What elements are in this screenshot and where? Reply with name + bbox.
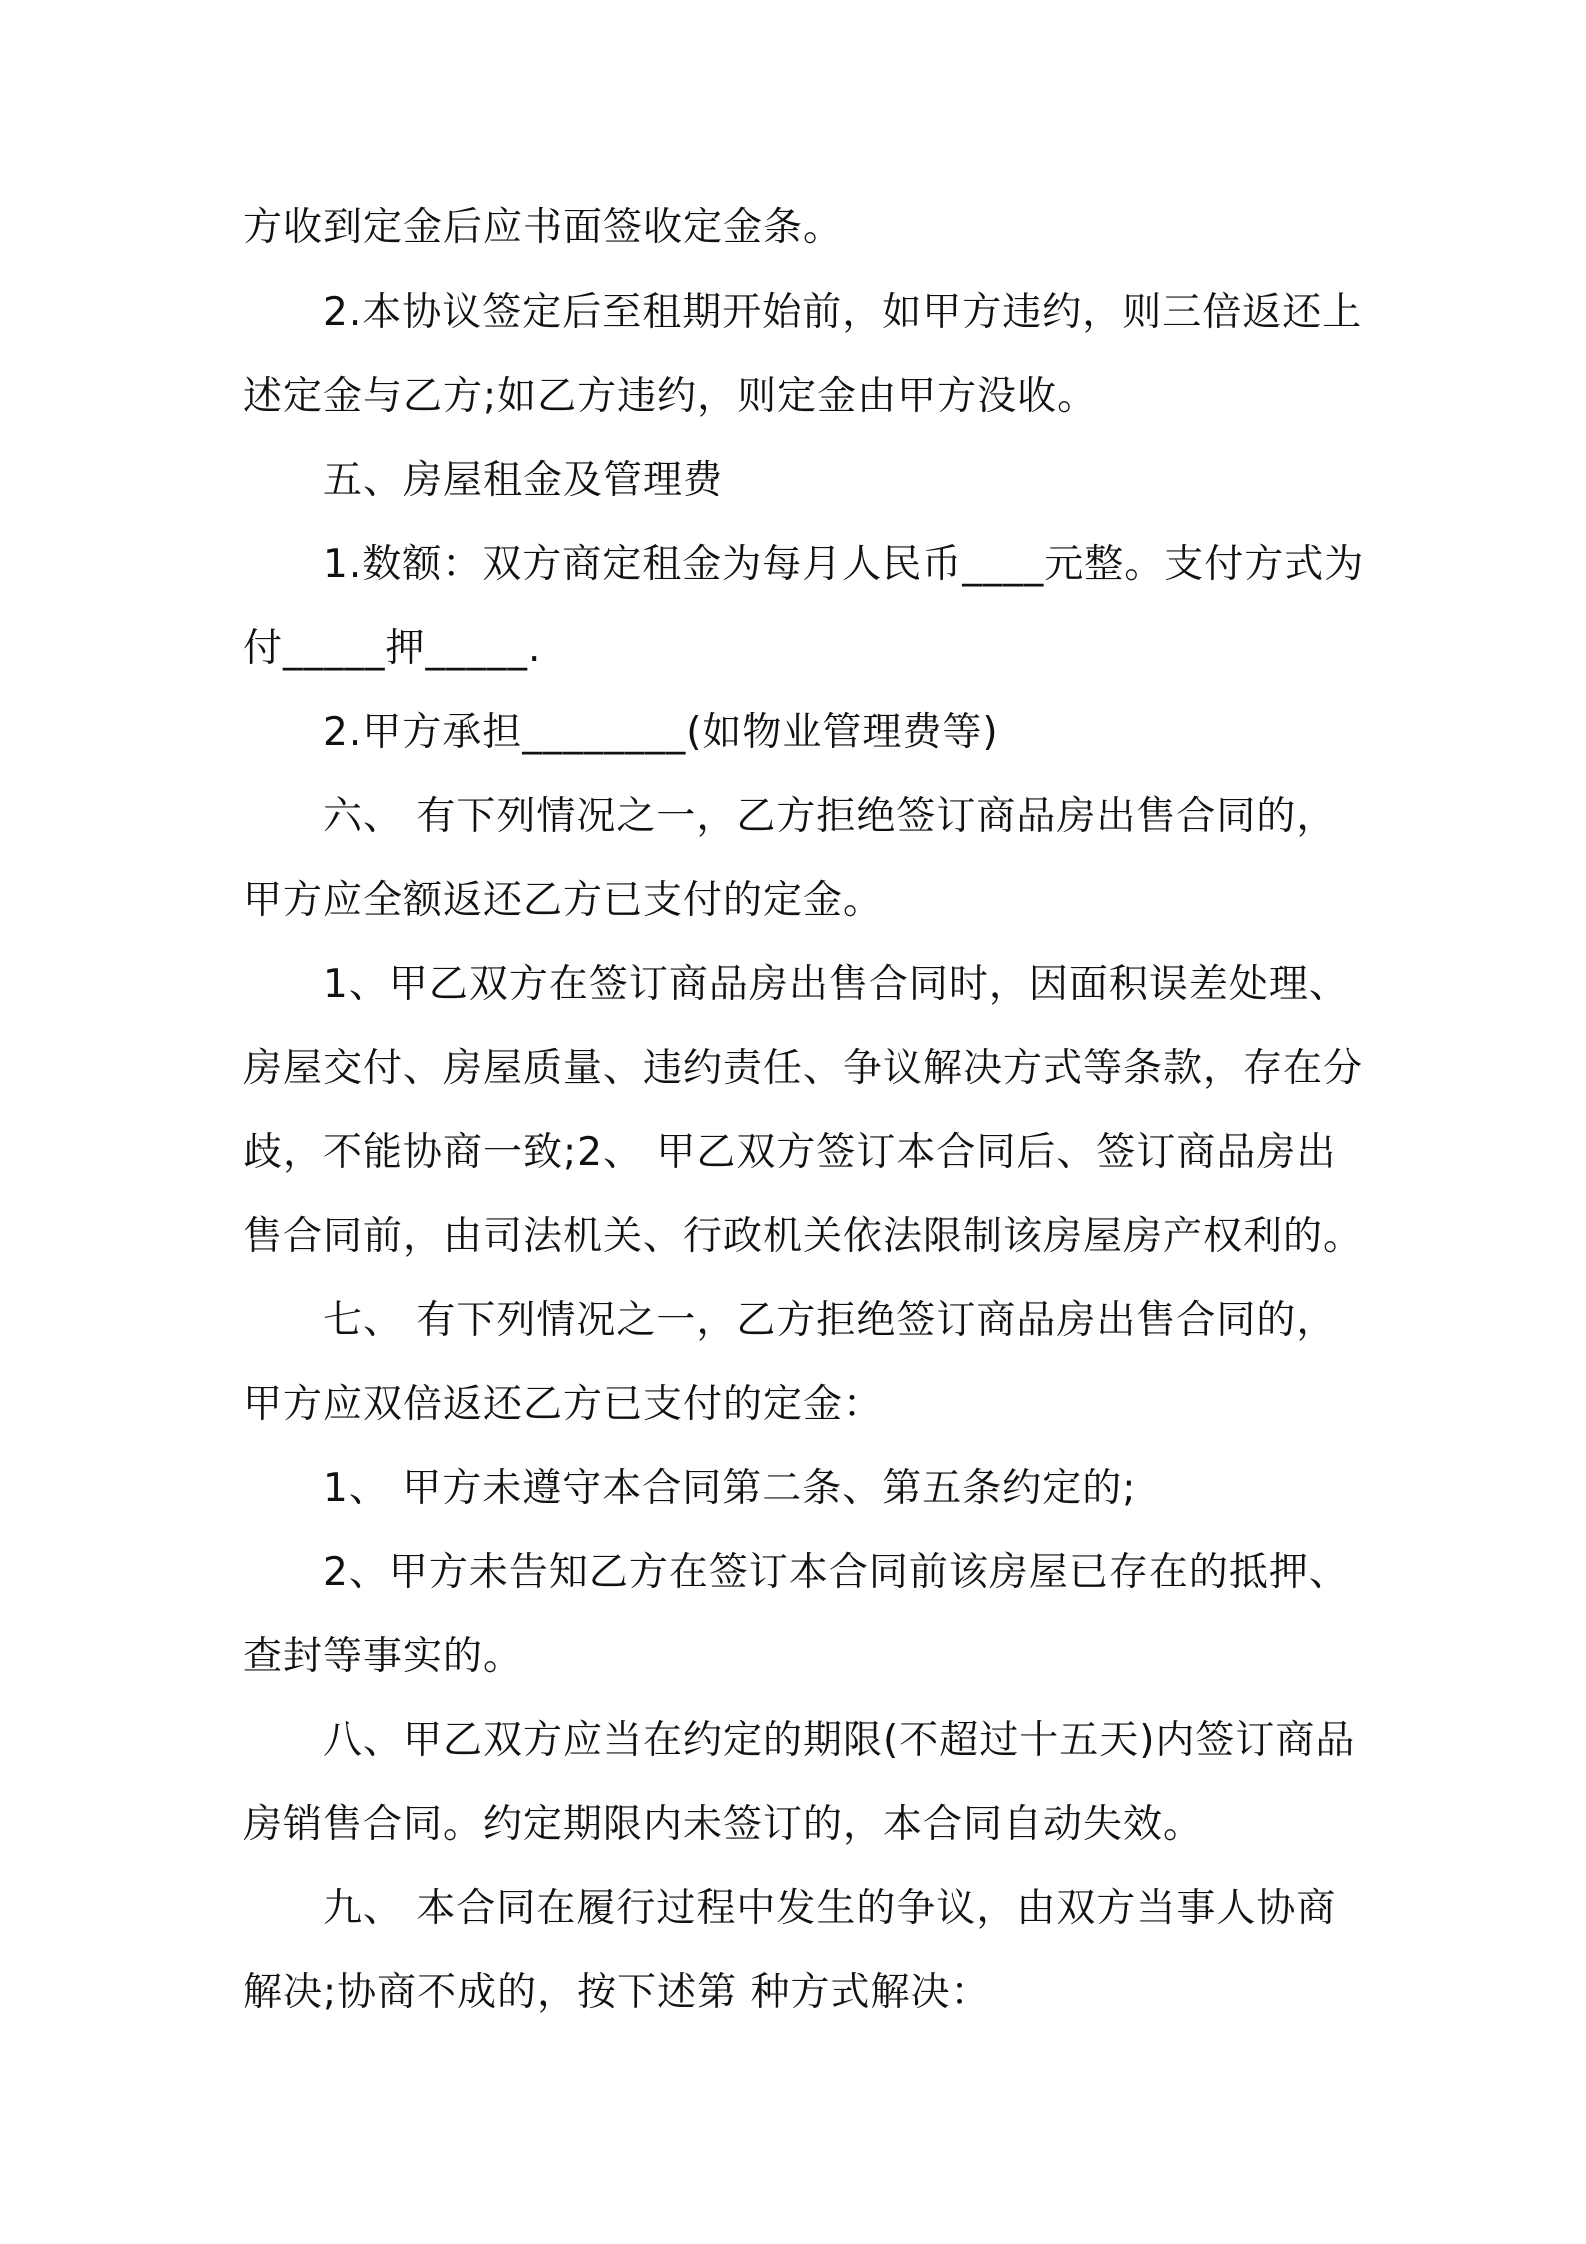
text-line: 九、 本合同在履行过程中发生的争议，由双方当事人协商: [323, 1886, 1337, 1931]
text-line: 售合同前，由司法机关、行政机关依法限制该房屋房产权利的。: [243, 1214, 1364, 1259]
text-line: 付_____押_____.: [243, 626, 542, 671]
text-line: 甲方应全额返还乙方已支付的定金。: [243, 878, 884, 923]
text-line: 歧，不能协商一致;2、 甲乙双方签订本合同后、签订商品房出: [243, 1130, 1337, 1175]
text-line: 1、甲乙双方在签订商品房出售合同时，因面积误差处理、: [323, 962, 1349, 1007]
text-line: 1、 甲方未遵守本合同第二条、第五条约定的;: [323, 1466, 1137, 1511]
text-line: 述定金与乙方;如乙方违约，则定金由甲方没收。: [243, 374, 1098, 419]
text-line: 房屋交付、房屋质量、违约责任、争议解决方式等条款，存在分: [243, 1046, 1364, 1091]
text-line: 八、甲乙双方应当在约定的期限(不超过十五天)内签订商品: [323, 1718, 1356, 1763]
text-line: 房销售合同。约定期限内未签订的，本合同自动失效。: [243, 1802, 1204, 1847]
text-line: 六、 有下列情况之一，乙方拒绝签订商品房出售合同的，: [323, 794, 1337, 839]
text-line: 2.本协议签定后至租期开始前，如甲方违约，则三倍返还上: [323, 290, 1363, 335]
text-line: 2.甲方承担________(如物业管理费等): [323, 710, 999, 755]
text-line: 1.数额：双方商定租金为每月人民币____元整。支付方式为: [323, 542, 1365, 587]
text-line: 方收到定金后应书面签收定金条。: [243, 205, 844, 250]
section-heading: 五、房屋租金及管理费: [323, 458, 724, 503]
text-line: 解决;协商不成的，按下述第 种方式解决：: [243, 1970, 991, 2015]
text-line: 甲方应双倍返还乙方已支付的定金：: [243, 1382, 884, 1427]
text-line: 七、 有下列情况之一，乙方拒绝签订商品房出售合同的，: [323, 1298, 1337, 1343]
text-line: 查封等事实的。: [243, 1634, 524, 1679]
text-line: 2、甲方未告知乙方在签订本合同前该房屋已存在的抵押、: [323, 1550, 1349, 1595]
